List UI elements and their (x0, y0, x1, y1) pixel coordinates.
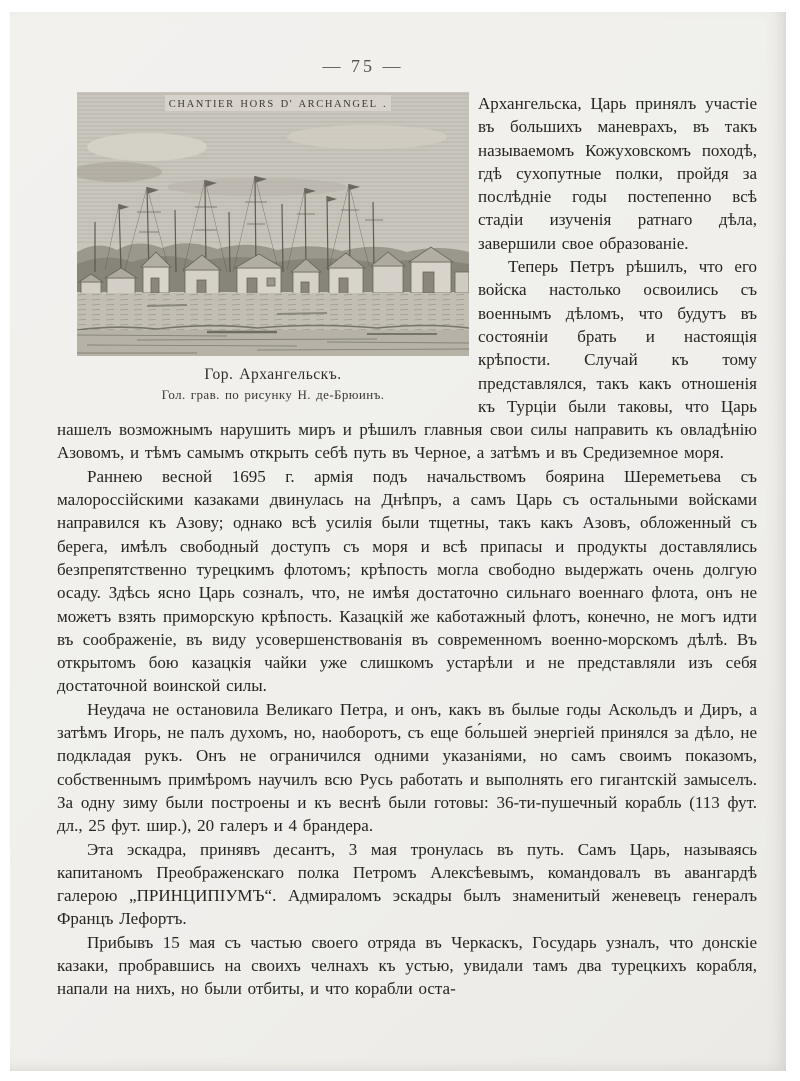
paragraph: Теперь Петръ рѣшилъ, что его войска настолько освоились съ военнымъ дѣломъ, что будутъ въ состояніи брать и настоящія крѣпости. Случай къ тому представлялся, такъ какъ отношенія къ Турціи были таковы, что Царь нашелъ возможнымъ нарушить миръ и рѣшилъ главныя свои силы направить къ овладѣнію Азовомъ, и тѣмъ самымъ открыть себѣ путь въ Черное, а затѣмъ и въ Средиземное моря. (57, 257, 757, 463)
engraving-sky (77, 92, 469, 244)
page-number: — 75 — (322, 56, 404, 76)
engraving-figure (77, 92, 469, 403)
page-surface (10, 12, 786, 1071)
engraving-image (77, 92, 469, 356)
figure-block (57, 92, 469, 403)
paragraph: Неудача не остановила Великаго Петра, и онъ, какъ въ былые годы Аскольдъ и Диръ, а затѣмъ Игорь, не палъ духомъ, но, наоборотъ, съ еще бо́льшей энергіей принялся за дѣло, не подкладая рукъ. Онъ не ограничился одними указаніями, но самъ своимъ показомъ, собственнымъ примѣромъ научилъ всю Русь работать и выполнять его гигантскій замыселъ. За одну зиму были построены и къ веснѣ были готовы: 36-ти-пушечный корабль (113 фут. дл., 25 фут. шир.), 20 галеръ и 4 брандера. (57, 699, 757, 836)
engraving-water (77, 330, 469, 356)
engraving-shore (77, 293, 469, 331)
engraving-title-plate (165, 95, 391, 111)
paragraph: Раннею весной 1695 г. армія подъ начальствомъ боярина Шереметьева съ малороссійскими казаками двинулась на Днѣпръ, а самъ Царь съ остальными войсками направился къ Азову; однако всѣ усилія были тщетны, такъ какъ Азовъ, обложенный съ берега, имѣлъ свободный доступъ съ моря и всѣ припасы и продукты доставлялись безпрепятственно турецкимъ флотомъ; крѣпость могла свободно выдержать очень долгую осаду. Здѣсь ясно Царь созналъ, что, не имѣя достаточно сильнаго военнаго флота, онъ не можетъ взять приморскую крѣпость. Казацкій же каботажный флотъ, конечно, не могъ идти въ соображеніе, въ виду усовершенствованія въ современномъ военно-морскомъ дѣлѣ. Въ открытомъ бою казацкія чайки уже слишкомъ устарѣли и не представляли изъ себя достаточной воинской силы. (57, 466, 757, 696)
paragraph: Эта эскадра, принявъ десантъ, 3 мая тронулась въ путь. Самъ Царь, называясь капитаномъ Преображенскаго полка Петромъ Алексѣевымъ, командовалъ въ авангардѣ галерою „ПРИНЦИПІУМЪ“. Адмираломъ эскадры былъ знаменитый женевецъ генералъ Францъ Лефортъ. (57, 839, 757, 929)
paragraph: Прибывъ 15 мая съ частью своего отряда въ Черкаскъ, Государь узналъ, что донскіе казаки, пробравшись на своихъ челнахъ къ устью, увидали тамъ два турецкихъ корабля, напали на нихъ, но были отбиты, и что корабли оста- (57, 932, 757, 999)
figure-caption-credit: Гол. грав. по рисунку Н. де-Брюинъ. (161, 387, 385, 402)
paragraph-continuation: Архангельска, Царь принялъ участіе въ большихъ маневрахъ, въ такъ называемомъ Кожуховскомъ походѣ, гдѣ сухопутные полки, пройдя за послѣдніе годы постепенно всѣ стадіи изученія ратнаго дѣла, завершили свое образованіе. (478, 94, 757, 253)
engraving-title: CHANTIER HORS D' ARCHANGEL . (168, 99, 388, 110)
figure-caption-title: Гор. Архангельскъ. (204, 366, 342, 383)
page-content (57, 92, 757, 1001)
